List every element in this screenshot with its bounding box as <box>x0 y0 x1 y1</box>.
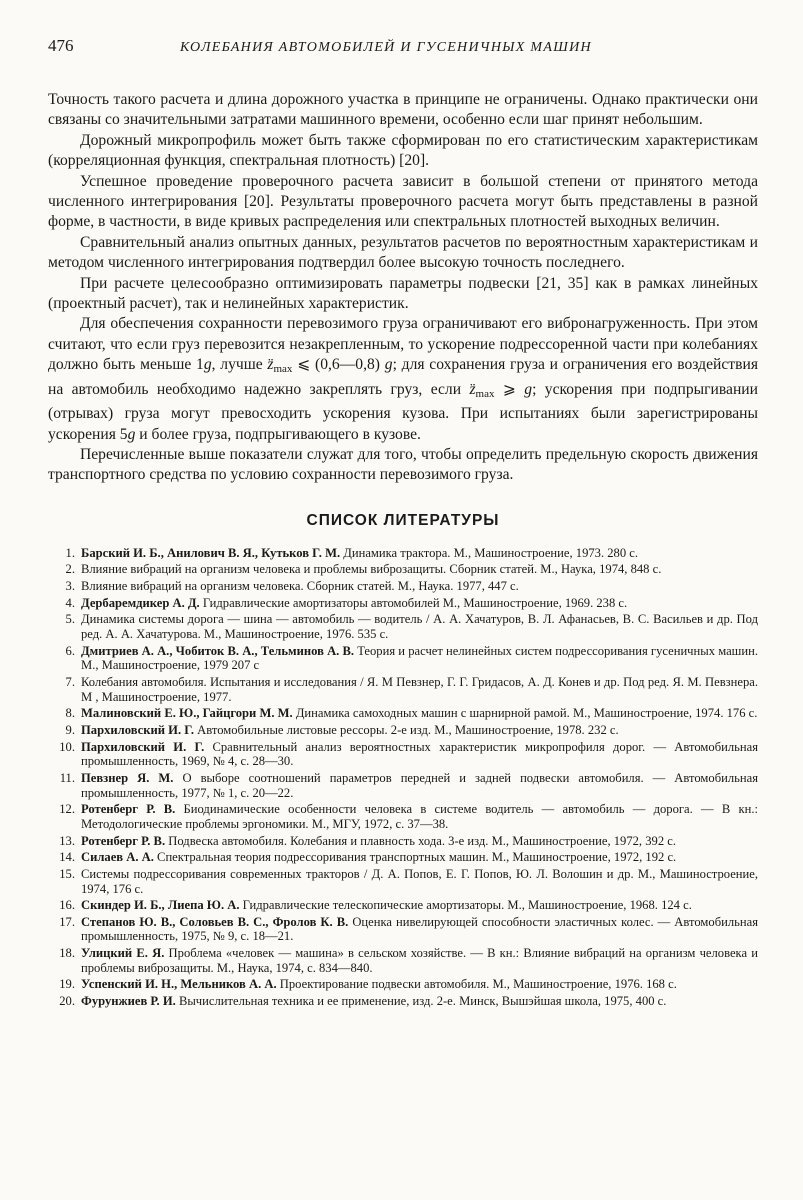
reference-item <box>48 706 758 721</box>
reference-item <box>48 802 758 831</box>
reference-number: 18. <box>59 946 75 961</box>
reference-title: Влияние вибраций на организм человека. Сборник статей. М., Наука. 1977, 447 с. <box>81 579 519 594</box>
body-text <box>48 90 758 486</box>
reference-authors: Ротенберг Р. В. <box>81 802 176 817</box>
text-run: , лучше <box>211 356 268 374</box>
reference-authors: Ротенберг Р. В. <box>81 833 166 848</box>
reference-item <box>48 546 758 561</box>
reference-number: 16. <box>59 898 75 913</box>
reference-title: Проблема «человек — машина» в сельском хозяйстве. — В кн.: Влияние вибраций на организм человека и проблемы виброзащиты. М., Наука, 1974, с. 834—840. <box>81 946 758 975</box>
math-symbol: z̈ <box>469 380 476 398</box>
reference-item <box>48 977 758 992</box>
reference-text <box>81 644 758 673</box>
reference-authors: Малиновский Е. Ю., Гайцгори М. М. <box>81 706 293 721</box>
text-run: ; для сохранения груза и ограничения его воздействия на автомобиль необходимо надежно закреплять груз, если <box>48 356 759 398</box>
reference-number: 9. <box>65 723 75 737</box>
math-subscript: max <box>475 387 495 400</box>
reference-number: 5. <box>65 612 75 627</box>
reference-text <box>81 771 758 800</box>
running-title: КОЛЕБАНИЯ АВТОМОБИЛЕЙ И ГУСЕНИЧНЫХ МАШИН <box>180 40 592 55</box>
math-symbol: g <box>127 425 136 443</box>
reference-authors: Фурунжиев Р. И. <box>81 994 176 1009</box>
reference-title: Системы подрессоривания современных тракторов / Д. А. Попов, Е. Г. Попов, Ю. Л. Волошин и др. М., Машиностроение, 1974, 176 с. <box>81 866 758 896</box>
reference-title: Биодинамические особенности человека в системе водитель — автомобиль — дорога. — В кн.: Методологические проблемы эргономики. М., МГУ, 1972, с. 37—38. <box>81 802 758 831</box>
paragraph: Успешное проведение проверочного расчета зависит в большой степени от принятого метода численного интегрирования [20]. Результаты проверочного расчета могут быть представлены в разной форме, в частности, в виде кривых распределения или спектральных плотностей выходных величин. <box>48 172 758 231</box>
reference-authors: Степанов Ю. В., Соловьев В. С., Фролов К. В. <box>81 914 349 929</box>
reference-title: Оценка нивелирующей способности эластичных колес. — Автомобильная промышленность, 1975, № 9, с. 18—21. <box>81 914 758 944</box>
reference-title: Вычислительная техника и ее применение, изд. 2-е. Минск, Вышэйшая школа, 1975, 400 с. <box>175 994 667 1009</box>
reference-authors: Певзнер Я. М. <box>81 770 174 785</box>
reference-item <box>48 740 758 769</box>
reference-number: 11. <box>59 770 75 785</box>
reference-number: 12. <box>59 802 75 817</box>
reference-number: 4. <box>65 595 75 610</box>
reference-text <box>81 596 758 611</box>
reference-number: 3. <box>65 579 75 594</box>
reference-item <box>48 723 758 738</box>
reference-item <box>48 915 758 944</box>
paragraph: Перечисленные выше показатели служат для того, чтобы определить предельную скорость движения транспортного средства по условию сохранности перевозимого груза. <box>48 445 758 484</box>
reference-item <box>48 644 758 673</box>
reference-title: Подвеска автомобиля. Колебания и плавность хода. 3-е изд. М., Машиностроение, 1972, 392 с. <box>165 833 677 848</box>
reference-title: Колебания автомобиля. Испытания и исследования / Я. М Певзнер, Г. Г. Гридасов, А. Д. Конев и др. Под ред. Я. М. Певзнера. М , Машиностроение, 1977. <box>81 675 758 704</box>
reference-item <box>48 596 758 611</box>
reference-title: Проектирование подвески автомобиля. М., Машиностроение, 1976. 168 с. <box>276 977 677 992</box>
text-run: ⩾ <box>494 380 525 398</box>
reference-number: 19. <box>59 977 75 992</box>
reference-authors: Скиндер И. Б., Лиепа Ю. А. <box>81 898 240 913</box>
math-subscript: max <box>273 363 293 376</box>
reference-text <box>81 675 758 704</box>
reference-text <box>81 579 758 594</box>
reference-item <box>48 850 758 865</box>
reference-authors: Улицкий Е. Я. <box>81 946 165 961</box>
math-symbol: g <box>384 356 393 374</box>
reference-text <box>81 612 758 641</box>
reference-title: Гидравлические телескопические амортизаторы. М., Машиностроение, 1968. 124 с. <box>239 898 692 913</box>
page-header <box>48 36 758 74</box>
reference-text <box>81 723 758 738</box>
reference-title: Гидравлические амортизаторы автомобилей М., Машиностроение, 1969. 238 с. <box>199 595 628 610</box>
reference-title: О выборе соотношений параметров передней и задней подвески автомобиля. — Автомобильная промышленность, 1977, № 1, с. 20—22. <box>81 770 758 800</box>
reference-number: 1. <box>65 545 75 560</box>
reference-title: Спектральная теория подрессоривания транспортных машин. М., Машиностроение, 1972, 192 с. <box>153 850 677 865</box>
reference-text <box>81 562 758 577</box>
reference-authors: Дербаремдикер А. Д. <box>81 595 200 610</box>
reference-authors: Пархиловский И. Г. <box>81 739 205 754</box>
math-symbol: g <box>524 380 533 398</box>
section-title: СПИСОК ЛИТЕРАТУРЫ <box>306 511 500 529</box>
reference-authors: Дмитриев А. А., Чобиток В. А., Тельминов А. В. <box>81 643 355 658</box>
reference-item <box>48 612 758 641</box>
reference-text <box>81 946 758 975</box>
reference-number: 2. <box>65 562 75 577</box>
reference-number: 15. <box>59 866 75 881</box>
reference-item <box>48 946 758 975</box>
reference-item <box>48 994 758 1009</box>
reference-title: Динамика системы дорога — шина — автомобиль — водитель / А. А. Хачатуров, В. Л. Афанасьев, В. С. Васильев и др. Под ред. А. А. Хачатурова. М., Машиностроение, 1976. 535 с. <box>81 612 758 642</box>
reference-text <box>81 802 758 831</box>
reference-number: 6. <box>65 643 75 658</box>
reference-authors: Барский И. Б., Анилович В. Я., Кутьков Г. М. <box>81 545 341 560</box>
reference-item <box>48 675 758 704</box>
book-page <box>48 36 758 1011</box>
reference-number: 10. <box>59 739 75 754</box>
reference-title: Сравнительный анализ вероятностных характеристик микропрофиля дорог. — Автомобильная промышленность, 1969, № 4, с. 28—30. <box>81 739 758 769</box>
reference-item <box>48 867 758 896</box>
reference-text <box>81 546 758 561</box>
paragraph: Дорожный микропрофиль может быть также сформирован по его статистическим характеристикам (корреляционная функция, спектральная плотность) [20]. <box>48 131 758 170</box>
reference-text <box>81 867 758 896</box>
reference-title: Влияние вибраций на организм человека и проблемы виброзащиты. Сборник статей. М., Наука, 1974, 848 с. <box>81 562 662 577</box>
reference-number: 20. <box>59 994 75 1009</box>
reference-number: 13. <box>59 833 75 848</box>
reference-text <box>81 915 758 944</box>
page-number: 476 <box>48 36 74 55</box>
reference-text <box>81 834 758 849</box>
paragraph: Сравнительный анализ опытных данных, результатов расчетов по вероятностным характеристикам и методом численного интегрирования подтвердил более высокую точность последнего. <box>48 233 758 272</box>
math-symbol: g <box>203 356 212 374</box>
reference-authors: Успенский И. Н., Мельников А. А. <box>81 977 277 992</box>
reference-text <box>81 706 758 721</box>
reference-title: Динамика самоходных машин с шарнирной рамой. М., Машиностроение, 1974. 176 с. <box>292 706 758 721</box>
reference-item <box>48 771 758 800</box>
reference-authors: Силаев А. А. <box>81 850 154 865</box>
text-run: Для обеспечения сохранности перевозимого груза ограничивают его вибронагруженность. При этом считают, что если груз перевозится незакрепленным, то ускорение подрессоренной части при колебаниях должно быть меньше 1 <box>48 315 758 374</box>
reference-number: 8. <box>65 706 75 721</box>
text-run: и более груза, подпрыгивающего в кузове. <box>135 425 421 443</box>
reference-item <box>48 579 758 594</box>
reference-item <box>48 834 758 849</box>
reference-list <box>48 546 758 1009</box>
reference-text <box>81 740 758 769</box>
reference-number: 7. <box>65 675 75 690</box>
paragraph: При расчете целесообразно оптимизировать параметры подвески [21, 35] как в рамках линейных (проектный расчет), так и нелинейных характеристик. <box>48 274 758 313</box>
reference-text <box>81 977 758 992</box>
reference-title: Автомобильные листовые рессоры. 2-е изд. М., Машиностроение, 1978. 232 с. <box>194 723 619 737</box>
reference-item <box>48 562 758 577</box>
reference-authors: Пархиловский И. Г. <box>81 723 194 737</box>
paragraph-cargo <box>48 314 758 444</box>
math-symbol: z̈ <box>267 356 274 374</box>
reference-text <box>81 898 758 913</box>
reference-number: 14. <box>59 850 75 865</box>
reference-number: 17. <box>59 914 75 929</box>
paragraph: Точность такого расчета и длина дорожного участка в принципе не ограничены. Однако практически они связаны со значительными затратами машинного времени, особенно если шаг принят небольшим. <box>48 91 758 129</box>
text-run: ⩽ (0,6—0,8) <box>292 356 385 374</box>
reference-title: Теория и расчет нелинейных систем подрессоривания гусеничных машин. М., Машиностроение, 1979 207 с <box>81 643 758 673</box>
reference-item <box>48 898 758 913</box>
reference-text <box>81 850 758 865</box>
reference-text <box>81 994 758 1009</box>
text-run: ; ускорения при подпрыгивании (отрывах) груза могут превосходить ускорения кузова. При испытаниях были зарегистрированы ускорения 5 <box>48 380 758 443</box>
reference-title: Динамика трактора. М., Машиностроение, 1973. 280 с. <box>340 545 639 560</box>
